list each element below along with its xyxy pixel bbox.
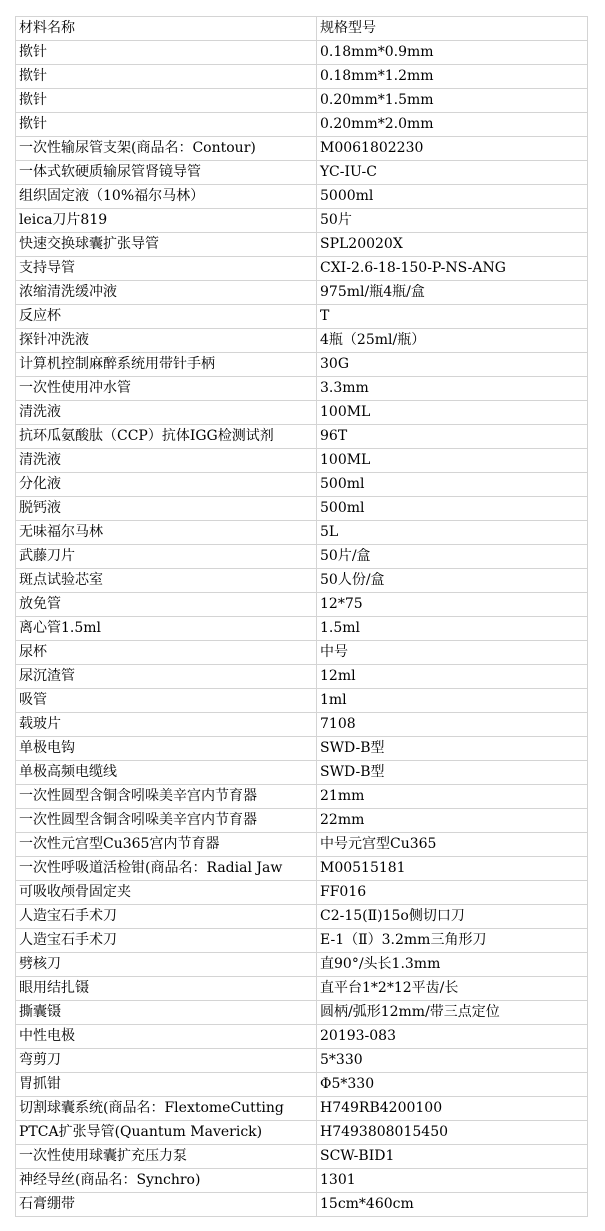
- header-cell-specification[interactable]: 规格型号: [317, 17, 588, 41]
- material-name-cell[interactable]: 一次性圆型含铜含吲哚美辛宫内节育器: [16, 809, 317, 833]
- material-name-cell[interactable]: 一次性呼吸道活检钳(商品名：Radial Jaw: [16, 857, 317, 881]
- table-row: [16, 785, 588, 809]
- material-name-cell[interactable]: 人造宝石手术刀: [16, 905, 317, 929]
- material-name-cell[interactable]: 一次性元宫型Cu365宫内节育器: [16, 833, 317, 857]
- material-name-cell[interactable]: 撕囊镊: [16, 1001, 317, 1025]
- table-row: [16, 833, 588, 857]
- specification-cell[interactable]: 20193-083: [317, 1025, 588, 1049]
- material-name-cell[interactable]: 石膏绷带: [16, 1193, 317, 1217]
- table-row: [16, 161, 588, 185]
- specification-cell[interactable]: FF016: [317, 881, 588, 905]
- table-row: [16, 593, 588, 617]
- material-name-cell[interactable]: 浓缩清洗缓冲液: [16, 281, 317, 305]
- table-row: [16, 353, 588, 377]
- table-row: [16, 545, 588, 569]
- specification-cell[interactable]: SCW-BID1: [317, 1145, 588, 1169]
- table-row: [16, 1049, 588, 1073]
- material-name-cell[interactable]: 尿杯: [16, 641, 317, 665]
- spreadsheet: [15, 16, 587, 1217]
- material-name-cell[interactable]: 神经导丝(商品名：Synchro): [16, 1169, 317, 1193]
- table-row: [16, 497, 588, 521]
- material-name-cell[interactable]: 吸管: [16, 689, 317, 713]
- specification-cell[interactable]: 12ml: [317, 665, 588, 689]
- table-row: [16, 809, 588, 833]
- table-row: [16, 1001, 588, 1025]
- table-row: [16, 209, 588, 233]
- header-cell-material-name[interactable]: 材料名称: [16, 17, 317, 41]
- material-name-cell[interactable]: PTCA扩张导管(Quantum Maverick): [16, 1121, 317, 1145]
- table-row: [16, 737, 588, 761]
- table-row: [16, 617, 588, 641]
- material-name-cell[interactable]: 眼用结扎镊: [16, 977, 317, 1001]
- specification-cell[interactable]: 12*75: [317, 593, 588, 617]
- specification-cell[interactable]: 500ml: [317, 473, 588, 497]
- specification-cell[interactable]: 3.3mm: [317, 377, 588, 401]
- table-body: [16, 17, 588, 1217]
- material-name-cell[interactable]: 劈核刀: [16, 953, 317, 977]
- table-row: [16, 1025, 588, 1049]
- material-name-cell[interactable]: 揿针: [16, 65, 317, 89]
- table-row: [16, 953, 588, 977]
- specification-cell[interactable]: 7108: [317, 713, 588, 737]
- table-row: [16, 425, 588, 449]
- table-row: [16, 761, 588, 785]
- table-row: [16, 113, 588, 137]
- specification-cell[interactable]: SWD-B型: [317, 737, 588, 761]
- table-row: [16, 41, 588, 65]
- specification-cell[interactable]: 4瓶（25ml/瓶）: [317, 329, 588, 353]
- specification-cell[interactable]: 0.18mm*0.9mm: [317, 41, 588, 65]
- material-name-cell[interactable]: 载玻片: [16, 713, 317, 737]
- table-row: [16, 473, 588, 497]
- specification-cell[interactable]: M00515181: [317, 857, 588, 881]
- material-name-cell[interactable]: 可吸收颅骨固定夹: [16, 881, 317, 905]
- material-name-cell[interactable]: 清洗液: [16, 401, 317, 425]
- table-row: [16, 305, 588, 329]
- specification-cell[interactable]: SWD-B型: [317, 761, 588, 785]
- specification-cell[interactable]: 30G: [317, 353, 588, 377]
- material-name-cell[interactable]: 无味福尔马林: [16, 521, 317, 545]
- specification-cell[interactable]: 50人份/盒: [317, 569, 588, 593]
- specification-cell[interactable]: 15cm*460cm: [317, 1193, 588, 1217]
- specification-cell[interactable]: YC-IU-C: [317, 161, 588, 185]
- table-row: [16, 233, 588, 257]
- specification-cell[interactable]: 中号: [317, 641, 588, 665]
- specification-cell[interactable]: 直90°/头长1.3mm: [317, 953, 588, 977]
- material-name-cell[interactable]: 中性电极: [16, 1025, 317, 1049]
- specification-cell[interactable]: M0061802230: [317, 137, 588, 161]
- material-name-cell[interactable]: 清洗液: [16, 449, 317, 473]
- specification-cell[interactable]: 0.18mm*1.2mm: [317, 65, 588, 89]
- table-row: [16, 281, 588, 305]
- material-name-cell[interactable]: 单极高频电缆线: [16, 761, 317, 785]
- specification-cell[interactable]: E-1（Ⅱ）3.2mm三角形刀: [317, 929, 588, 953]
- material-name-cell[interactable]: 一次性使用球囊扩充压力泵: [16, 1145, 317, 1169]
- specification-cell[interactable]: SPL20020X: [317, 233, 588, 257]
- table-row: [16, 137, 588, 161]
- material-name-cell[interactable]: 组织固定液（10%福尔马林）: [16, 185, 317, 209]
- material-name-cell[interactable]: 武藤刀片: [16, 545, 317, 569]
- material-name-cell[interactable]: 揿针: [16, 89, 317, 113]
- specification-cell[interactable]: 5*330: [317, 1049, 588, 1073]
- specification-cell[interactable]: 1.5ml: [317, 617, 588, 641]
- specification-cell[interactable]: 5L: [317, 521, 588, 545]
- material-name-cell[interactable]: 单极电钩: [16, 737, 317, 761]
- material-name-cell[interactable]: 斑点试验芯室: [16, 569, 317, 593]
- table-row: [16, 1145, 588, 1169]
- material-name-cell[interactable]: 弯剪刀: [16, 1049, 317, 1073]
- table-row: [16, 89, 588, 113]
- material-name-cell[interactable]: 揿针: [16, 41, 317, 65]
- materials-table: [15, 16, 588, 1217]
- material-name-cell[interactable]: 离心管1.5ml: [16, 617, 317, 641]
- specification-cell[interactable]: 1301: [317, 1169, 588, 1193]
- material-name-cell[interactable]: leica刀片819: [16, 209, 317, 233]
- table-row: [16, 1097, 588, 1121]
- material-name-cell[interactable]: 人造宝石手术刀: [16, 929, 317, 953]
- specification-cell[interactable]: 100ML: [317, 449, 588, 473]
- specification-cell[interactable]: CXI-2.6-18-150-P-NS-ANG: [317, 257, 588, 281]
- specification-cell[interactable]: 100ML: [317, 401, 588, 425]
- specification-cell[interactable]: 1ml: [317, 689, 588, 713]
- table-row: [16, 905, 588, 929]
- specification-cell[interactable]: 975ml/瓶4瓶/盒: [317, 281, 588, 305]
- header-row: [16, 17, 588, 41]
- table-row: [16, 329, 588, 353]
- material-name-cell[interactable]: 反应杯: [16, 305, 317, 329]
- material-name-cell[interactable]: 一次性使用冲水管: [16, 377, 317, 401]
- table-row: [16, 569, 588, 593]
- table-row: [16, 377, 588, 401]
- material-name-cell[interactable]: 计算机控制麻醉系统用带针手柄: [16, 353, 317, 377]
- material-name-cell[interactable]: 支持导管: [16, 257, 317, 281]
- table-row: [16, 185, 588, 209]
- material-name-cell[interactable]: 切割球囊系统(商品名：FlextomeCutting: [16, 1097, 317, 1121]
- material-name-cell[interactable]: 探针冲洗液: [16, 329, 317, 353]
- table-row: [16, 65, 588, 89]
- specification-cell[interactable]: 圆柄/弧形12mm/带三点定位: [317, 1001, 588, 1025]
- table-row: [16, 881, 588, 905]
- specification-cell[interactable]: 0.20mm*1.5mm: [317, 89, 588, 113]
- table-row: [16, 449, 588, 473]
- table-row: [16, 689, 588, 713]
- table-row: [16, 665, 588, 689]
- table-row: [16, 929, 588, 953]
- material-name-cell[interactable]: 一次性圆型含铜含吲哚美辛宫内节育器: [16, 785, 317, 809]
- specification-cell[interactable]: 500ml: [317, 497, 588, 521]
- table-row: [16, 257, 588, 281]
- specification-cell[interactable]: H749RB4200100: [317, 1097, 588, 1121]
- table-row: [16, 1121, 588, 1145]
- table-row: [16, 713, 588, 737]
- table-row: [16, 641, 588, 665]
- material-name-cell[interactable]: 一次性输尿管支架(商品名：Contour): [16, 137, 317, 161]
- table-row: [16, 1169, 588, 1193]
- specification-cell[interactable]: 22mm: [317, 809, 588, 833]
- specification-cell[interactable]: 0.20mm*2.0mm: [317, 113, 588, 137]
- material-name-cell[interactable]: 揿针: [16, 113, 317, 137]
- material-name-cell[interactable]: 分化液: [16, 473, 317, 497]
- specification-cell[interactable]: C2-15(Ⅱ)15o侧切口刀: [317, 905, 588, 929]
- specification-cell[interactable]: 96T: [317, 425, 588, 449]
- material-name-cell[interactable]: 放免管: [16, 593, 317, 617]
- table-row: [16, 1073, 588, 1097]
- specification-cell[interactable]: T: [317, 305, 588, 329]
- table-row: [16, 401, 588, 425]
- table-row: [16, 857, 588, 881]
- specification-cell[interactable]: 21mm: [317, 785, 588, 809]
- table-row: [16, 1193, 588, 1217]
- material-name-cell[interactable]: 尿沉渣管: [16, 665, 317, 689]
- specification-cell[interactable]: 50片: [317, 209, 588, 233]
- specification-cell[interactable]: 5000ml: [317, 185, 588, 209]
- material-name-cell[interactable]: 快速交换球囊扩张导管: [16, 233, 317, 257]
- material-name-cell[interactable]: 脱钙液: [16, 497, 317, 521]
- specification-cell[interactable]: 直平台1*2*12平齿/长: [317, 977, 588, 1001]
- table-row: [16, 977, 588, 1001]
- material-name-cell[interactable]: 胃抓钳: [16, 1073, 317, 1097]
- table-row: [16, 521, 588, 545]
- material-name-cell[interactable]: 一体式软硬质输尿管肾镜导管: [16, 161, 317, 185]
- material-name-cell[interactable]: 抗环瓜氨酸肽（CCP）抗体IGG检测试剂: [16, 425, 317, 449]
- specification-cell[interactable]: 中号元宫型Cu365: [317, 833, 588, 857]
- specification-cell[interactable]: 50片/盒: [317, 545, 588, 569]
- specification-cell[interactable]: Φ5*330: [317, 1073, 588, 1097]
- specification-cell[interactable]: H7493808015450: [317, 1121, 588, 1145]
